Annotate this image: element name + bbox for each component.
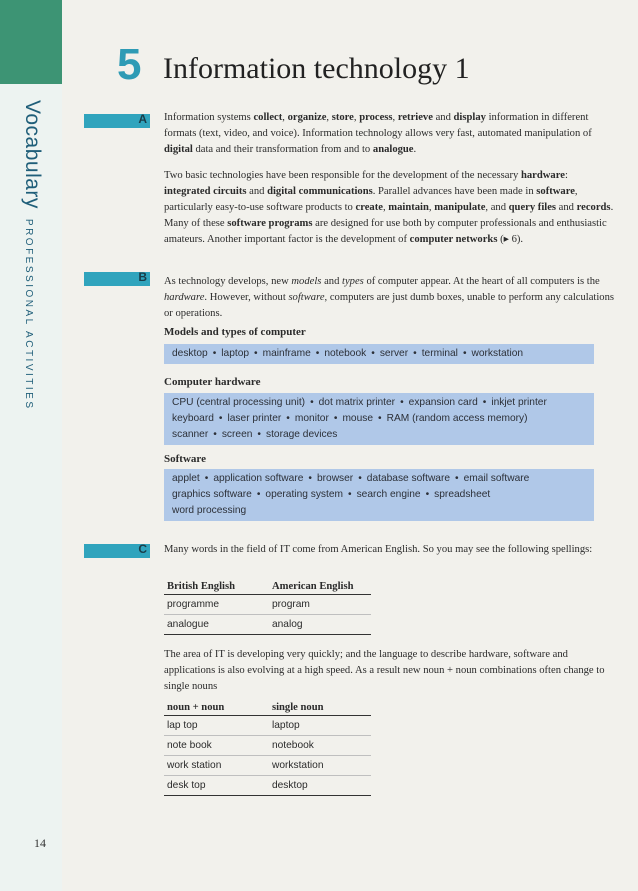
vocab-term: dot matrix printer xyxy=(318,397,396,408)
table-header-cell: noun + noun xyxy=(167,702,225,713)
noun-table xyxy=(164,702,371,796)
vocab-term: database software xyxy=(366,473,451,484)
table-header-cell: single noun xyxy=(271,702,324,713)
vocab-term: word processing xyxy=(172,505,247,516)
vocab-term: inkjet printer xyxy=(491,397,547,408)
section-c-letter: C xyxy=(138,542,147,556)
vocab-term: keyboard xyxy=(172,413,214,424)
section-b-marker xyxy=(84,272,150,286)
sidebar-vertical-label xyxy=(20,100,44,411)
table-row xyxy=(164,716,371,736)
vocab-term: screen xyxy=(221,429,253,440)
section-a-para2: Two basic technologies have been responsible for the development of the necessary hardware: integrated circuits and digital communications. Parallel advances have been made in software, particularly easy-to-use software products to create, maintain, manipulate, and query files and records. Many of these software programs are designed for use both by computer professionals and enthusiastic amateurs. Another important factor is the development of computer networks (▸ 6). xyxy=(164,170,614,245)
bullet-separator: • xyxy=(286,413,290,424)
section-a-marker xyxy=(84,114,150,128)
vocab-term: server xyxy=(379,348,409,359)
bullet-separator: • xyxy=(310,397,314,408)
section-c-intro: Many words in the field of IT come from American English. So you may see the following spellings: xyxy=(164,544,593,555)
vocab-term: email software xyxy=(463,473,530,484)
section-a-para1: Information systems collect, organize, store, process, retrieve and display information in different formats (text, video, and voice). Information technology allows very fast, automated manipulation of digital data and their transformation from and to analogue. xyxy=(164,112,592,155)
vocab-term: spreadsheet xyxy=(434,489,491,500)
bullet-separator: • xyxy=(482,397,487,408)
vocab-line xyxy=(172,395,586,411)
vocab-term: operating system xyxy=(265,489,343,500)
vocab-term: CPU (central processing unit) xyxy=(172,397,306,408)
vocab-line xyxy=(172,411,586,427)
vocab-term: graphics software xyxy=(172,489,252,500)
vocab-term: browser xyxy=(316,473,354,484)
vocab-term: mouse xyxy=(342,413,374,424)
bullet-separator: • xyxy=(218,413,223,424)
vocab-term: laptop xyxy=(221,348,250,359)
vocab-term: terminal xyxy=(421,348,458,359)
bullet-separator: • xyxy=(256,489,261,500)
bullet-separator: • xyxy=(358,473,362,484)
bullet-separator: • xyxy=(462,348,467,359)
vocab-term: monitor xyxy=(294,413,329,424)
table-row xyxy=(164,595,371,615)
vocab-term: search engine xyxy=(356,489,421,500)
table-cell: programme xyxy=(167,599,220,610)
vocab-term: applet xyxy=(172,473,200,484)
table-cell: program xyxy=(271,599,310,610)
table-cell: work station xyxy=(167,760,222,771)
vocab-term: expansion card xyxy=(408,397,478,408)
table-cell: desk top xyxy=(167,780,206,791)
bullet-separator: • xyxy=(257,429,261,440)
table-row xyxy=(164,776,371,796)
bullet-separator: • xyxy=(212,348,217,359)
hardware-box xyxy=(164,393,594,445)
vocab-term: notebook xyxy=(324,348,367,359)
bullet-separator: • xyxy=(455,473,459,484)
section-b-intro: As technology develops, new models and types of computer appear. At the heart of all computers is the hardware. However, without software, computers are just dumb boxes, unable to perform any calculations or operations. xyxy=(164,276,615,319)
models-box xyxy=(164,344,594,364)
section-c-para2: The area of IT is developing very quickly; and the language to describe hardware, software and applications is also evolving at a high speed. As a result new noun + noun combinations often change to single nouns xyxy=(164,649,605,692)
vocab-line xyxy=(172,471,586,487)
table-cell: lap top xyxy=(167,720,198,731)
table-row xyxy=(164,615,371,635)
page-number: 14 xyxy=(34,836,46,850)
vocab-term: mainframe xyxy=(262,348,311,359)
unit-number: 5 xyxy=(117,40,142,89)
bullet-separator: • xyxy=(213,429,217,440)
section-b-letter: B xyxy=(138,270,147,284)
software-heading: Software xyxy=(164,453,206,465)
table-header-cell: British English xyxy=(167,581,236,592)
vocab-term: desktop xyxy=(172,348,208,359)
vocab-term: application software xyxy=(213,473,304,484)
vocab-line xyxy=(172,487,586,503)
vocab-line xyxy=(172,503,586,519)
bullet-separator: • xyxy=(378,413,382,424)
software-box xyxy=(164,469,594,521)
vocab-line xyxy=(172,346,586,362)
bullet-separator: • xyxy=(315,348,320,359)
table-cell: note book xyxy=(167,740,212,751)
bullet-separator: • xyxy=(333,413,338,424)
table-cell: notebook xyxy=(271,740,314,751)
table-cell: analog xyxy=(271,619,303,630)
sidebar-title: Vocabulary xyxy=(21,100,44,209)
sidebar xyxy=(0,0,62,891)
page-title: Information technology 1 xyxy=(163,52,470,85)
table-cell: workstation xyxy=(271,760,324,771)
bullet-separator: • xyxy=(400,397,404,408)
bullet-separator: • xyxy=(348,489,352,500)
models-heading: Models and types of computer xyxy=(164,326,306,338)
sidebar-subtitle: PROFESSIONAL ACTIVITIES xyxy=(23,218,34,411)
table-header xyxy=(164,702,371,716)
sidebar-color-block xyxy=(0,0,62,84)
vocab-term: workstation xyxy=(471,348,524,359)
section-c-marker xyxy=(84,544,150,558)
vocab-term: scanner xyxy=(172,429,209,440)
table-header xyxy=(164,581,371,595)
table-cell: desktop xyxy=(271,780,308,791)
section-a-letter: A xyxy=(138,112,147,126)
vocab-term: RAM (random access memory) xyxy=(386,413,528,424)
bullet-separator: • xyxy=(204,473,209,484)
bullet-separator: • xyxy=(425,489,430,500)
table-row xyxy=(164,736,371,756)
bullet-separator: • xyxy=(308,473,312,484)
spelling-table xyxy=(164,581,371,635)
table-header-cell: American English xyxy=(271,581,354,592)
table-cell: laptop xyxy=(271,720,300,731)
bullet-separator: • xyxy=(254,348,258,359)
vocab-line xyxy=(172,427,586,443)
bullet-separator: • xyxy=(413,348,417,359)
table-cell: analogue xyxy=(167,619,209,630)
bullet-separator: • xyxy=(371,348,375,359)
vocab-term: storage devices xyxy=(265,429,338,440)
vocab-term: laser printer xyxy=(227,413,282,424)
table-row xyxy=(164,756,371,776)
hardware-heading: Computer hardware xyxy=(164,376,261,388)
